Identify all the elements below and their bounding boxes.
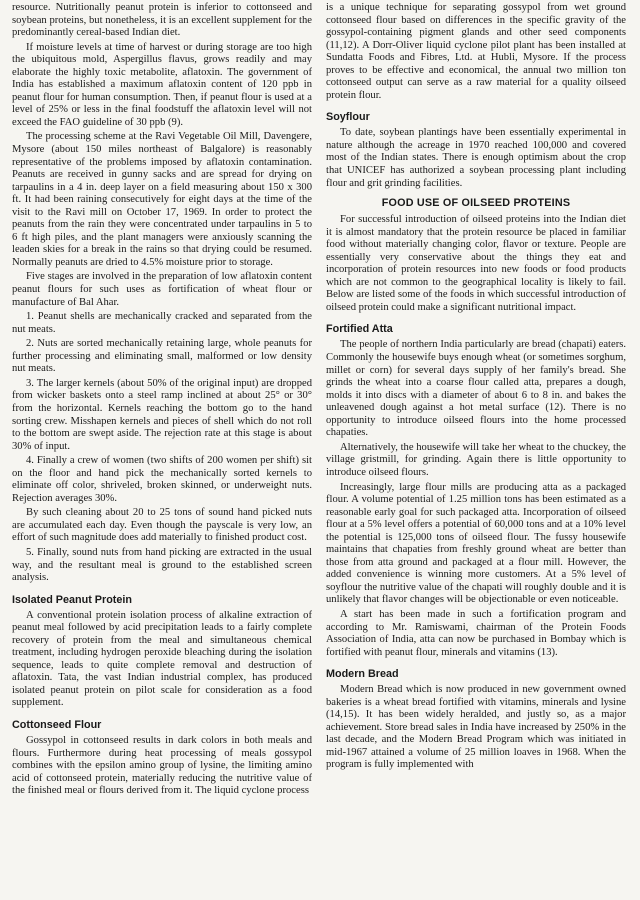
para-liquid-cyclone: is a unique technique for separating gossypol from wet ground cottonseed flour based on differences in the specific gravity of the gossypol-containing pigment glands and other seed components (11,12). A Dorr-Oliver liquid cyclone pilot plant has been installed at Sundatta Foods and Fibres, Ltd. at Hubli, Mysore. If the process proves to be effective and economical, the annual two million ton cottonseed output can serve as a raw material for a quality oilseed protein flour. bbox=[326, 2, 626, 101]
para-gossypol: Gossypol in cottonseed results in dark colors in both meals and flours. Furthermore during heat processing of meals gossypol combines with the epsilon amino group of lysine, the limiting amino acid of cottonseed protein, materially reducing the nutritive value of the finished meal or flours derived from it. The liquid cyclone process bbox=[12, 734, 312, 797]
para-stage-2: 2. Nuts are sorted mechanically retaining large, whole peanuts for further processing and eliminating small, malformed or low density nut meats. bbox=[12, 338, 312, 375]
para-five-stages: Five stages are involved in the preparation of low aflatoxin content peanut flours for such uses as fortification of wheat flour or manufacture of Bal Ahar. bbox=[12, 271, 312, 308]
para-flour-mills: Increasingly, large flour mills are producing atta as a packaged flour. A volume potential of 1.25 million tons has been estimated as a reasonable early goal for such packaged atta. Incorporation of oilseed flour at a 5% level offers a potential of 60,000 tons and at a 10% level the potential is 125,000 tons of oilseed flour. The fussy housewife maintains that chapaties from freshly ground wheat are better than those from atta ground and packaged at a flour mill. However, the added convenience is winning more customers. At a 5% level of soyflour the nutritive value of the chapati will roughly double and it is unlikely that flavor changes will be objectionable or even noticeable. bbox=[326, 481, 626, 606]
para-stage-5: 5. Finally, sound nuts from hand picking are extracted in the usual way, and the resultant meal is ground to the established screen analysis. bbox=[12, 546, 312, 584]
heading-modern-bread: Modern Bread bbox=[326, 668, 399, 681]
right-column bbox=[326, 2, 626, 900]
para-stage-3: 3. The larger kernels (about 50% of the original input) are dropped from wicker baskets onto a steel ramp inclined at about 25° or 30° from the horizontal. Kernels reaching the bottom go to the hand sorting crew. Misshapen kernels and pieces of shell which do not roll to the bottom are swept aside. The rejection rate at this stage is about 30% of input. bbox=[12, 377, 312, 452]
para-stage-1: 1. Peanut shells are mechanically cracked and separated from the nut meats. bbox=[12, 311, 312, 335]
para-stage-4: 4. Finally a crew of women (two shifts of 200 women per shift) sit on the floor and hand pick the mechanically sorted kernels to eliminate off color, shriveled, broken skinned, or underweight nuts. Rejection averages 30%. bbox=[12, 455, 312, 504]
para-ravi-mill: The processing scheme at the Ravi Vegetable Oil Mill, Davengere, Mysore (about 150 miles northeast of Balgalore) is reasonably representative of the problems imposed by aflatoxin contamination. Peanuts are received in gunny sacks and are spread for drying on tarpaulins in a 4 in. deep layer on a field measuring about 150 x 300 ft. It had been raining consecutively for eight days at the time of the visit to the Ravi mill on October 17, 1969. In order to protect the peanuts from the rain they were concentrated under tarpaulins in 5 to 6 ft high piles, and the plant managers were anxiously scanning the leaden skies for a break in the rains so that drying could be resumed. Normally peanuts are dried to 4.5% moisture prior to storage. bbox=[12, 131, 312, 268]
para-isolated-protein: A conventional protein isolation process of alkaline extraction of peanut meal followed by acid precipitation leads to a fairly complete recovery of protein from the meal and simultaneous chemical treatment, including hydrogen peroxide bleaching during the isolation sequence, leads to quite complete removal and destruction of aflatoxin. Tata, the vast Indian industrial complex, has produced isolated peanut protein on pilot scale for consideration as a food supplement. bbox=[12, 609, 312, 709]
para-nutritional-value: resource. Nutritionally peanut protein is inferior to cottonseed and soybean proteins, but nonetheless, it is an excellent supplement for the predominantly cereal-based Indian diet. bbox=[12, 2, 312, 39]
heading-fortified-atta: Fortified Atta bbox=[326, 323, 393, 336]
two-column-layout bbox=[12, 2, 628, 900]
heading-soyflour: Soyflour bbox=[326, 111, 370, 124]
para-chapati: The people of northern India particularly are bread (chapati) eaters. Commonly the housewife buys enough wheat (or sometimes sorghum, millet or corn) for several days supply of her family's bread. She grinds the wheat into a coarse flour called atta, prepares a dough, molds it into discs with a diameter of about 6 to 8 in. and bakes the unleavened dough against a hot metal surface (12). There is no opportunity to introduce oilseed flours into the home processed chapaties. bbox=[326, 339, 626, 439]
para-modern-bread: Modern Bread which is now produced in new government owned bakeries is a wheat bread fortified with vitamins, minerals and lysine (14,15). It has been widely heralded, and justly so, as a major achievement. Store bread sales in India have increased by 250% in the last decade, and the Modern Bread Program which was initiated in mid-1967 attained a volume of 25 million loaves in 1968. When the program is fully implemented with bbox=[326, 684, 626, 771]
para-hand-cleaning: By such cleaning about 20 to 25 tons of sound hand picked nuts are accumulated each day. Even though the payscale is very low, an effort of such magnitude does add materially to finished product cost. bbox=[12, 507, 312, 544]
para-soybean-plantings: To date, soybean plantings have been essentially experimental in nature although the acreage in 1970 reached 100,000 and covered most of the Indian states. There is enough optimism about the crop that UNICEF has authorized a soybean processing plant including flour and grit grinding facilities. bbox=[326, 127, 626, 189]
para-successful-introduction: For successful introduction of oilseed proteins into the Indian diet it is almost mandatory that the protein resource be placed in familiar food without materially changing color, flavor or texture. People are essentially very conservative about the things they eat and incorporation of protein resources into new foods or food products which are not common to the geographical locality is likely to fail. Below are listed some of the foods in which successful introduction of oilseed protein could make a significant nutritional impact. bbox=[326, 214, 626, 313]
para-fortification-program: A start has been made in such a fortification program and according to Mr. Ramiswami, chairman of the Protein Foods Association of India, atta can now be purchased in Bombay which is fortified with peanut flour, minerals and vitamins (13). bbox=[326, 608, 626, 658]
para-chuckey: Alternatively, the housewife will take her wheat to the chuckey, the village gristmill, for grinding. Again there is little opportunity to introduce oilseed flours. bbox=[326, 441, 626, 478]
heading-isolated-peanut-protein: Isolated Peanut Protein bbox=[12, 593, 132, 606]
para-aflatoxin: If moisture levels at time of harvest or during storage are too high the ubiquitous mold, Aspergillus flavus, grows readily and may elaborate the highly toxic metabolite, aflatoxin. The government of India has established a maximum aflatoxin content of 120 ppb in peanut flour for human consumption. Then, if peanut flour is used at a level of 25% or less in the final foodstuff the aflatoxin level will not exceed the FAO guideline of 30 ppb (9). bbox=[12, 41, 312, 128]
heading-cottonseed-flour: Cottonseed Flour bbox=[12, 718, 102, 731]
heading-food-use-of-oilseed-proteins: FOOD USE OF OILSEED PROTEINS bbox=[381, 197, 571, 210]
left-column bbox=[12, 2, 312, 900]
